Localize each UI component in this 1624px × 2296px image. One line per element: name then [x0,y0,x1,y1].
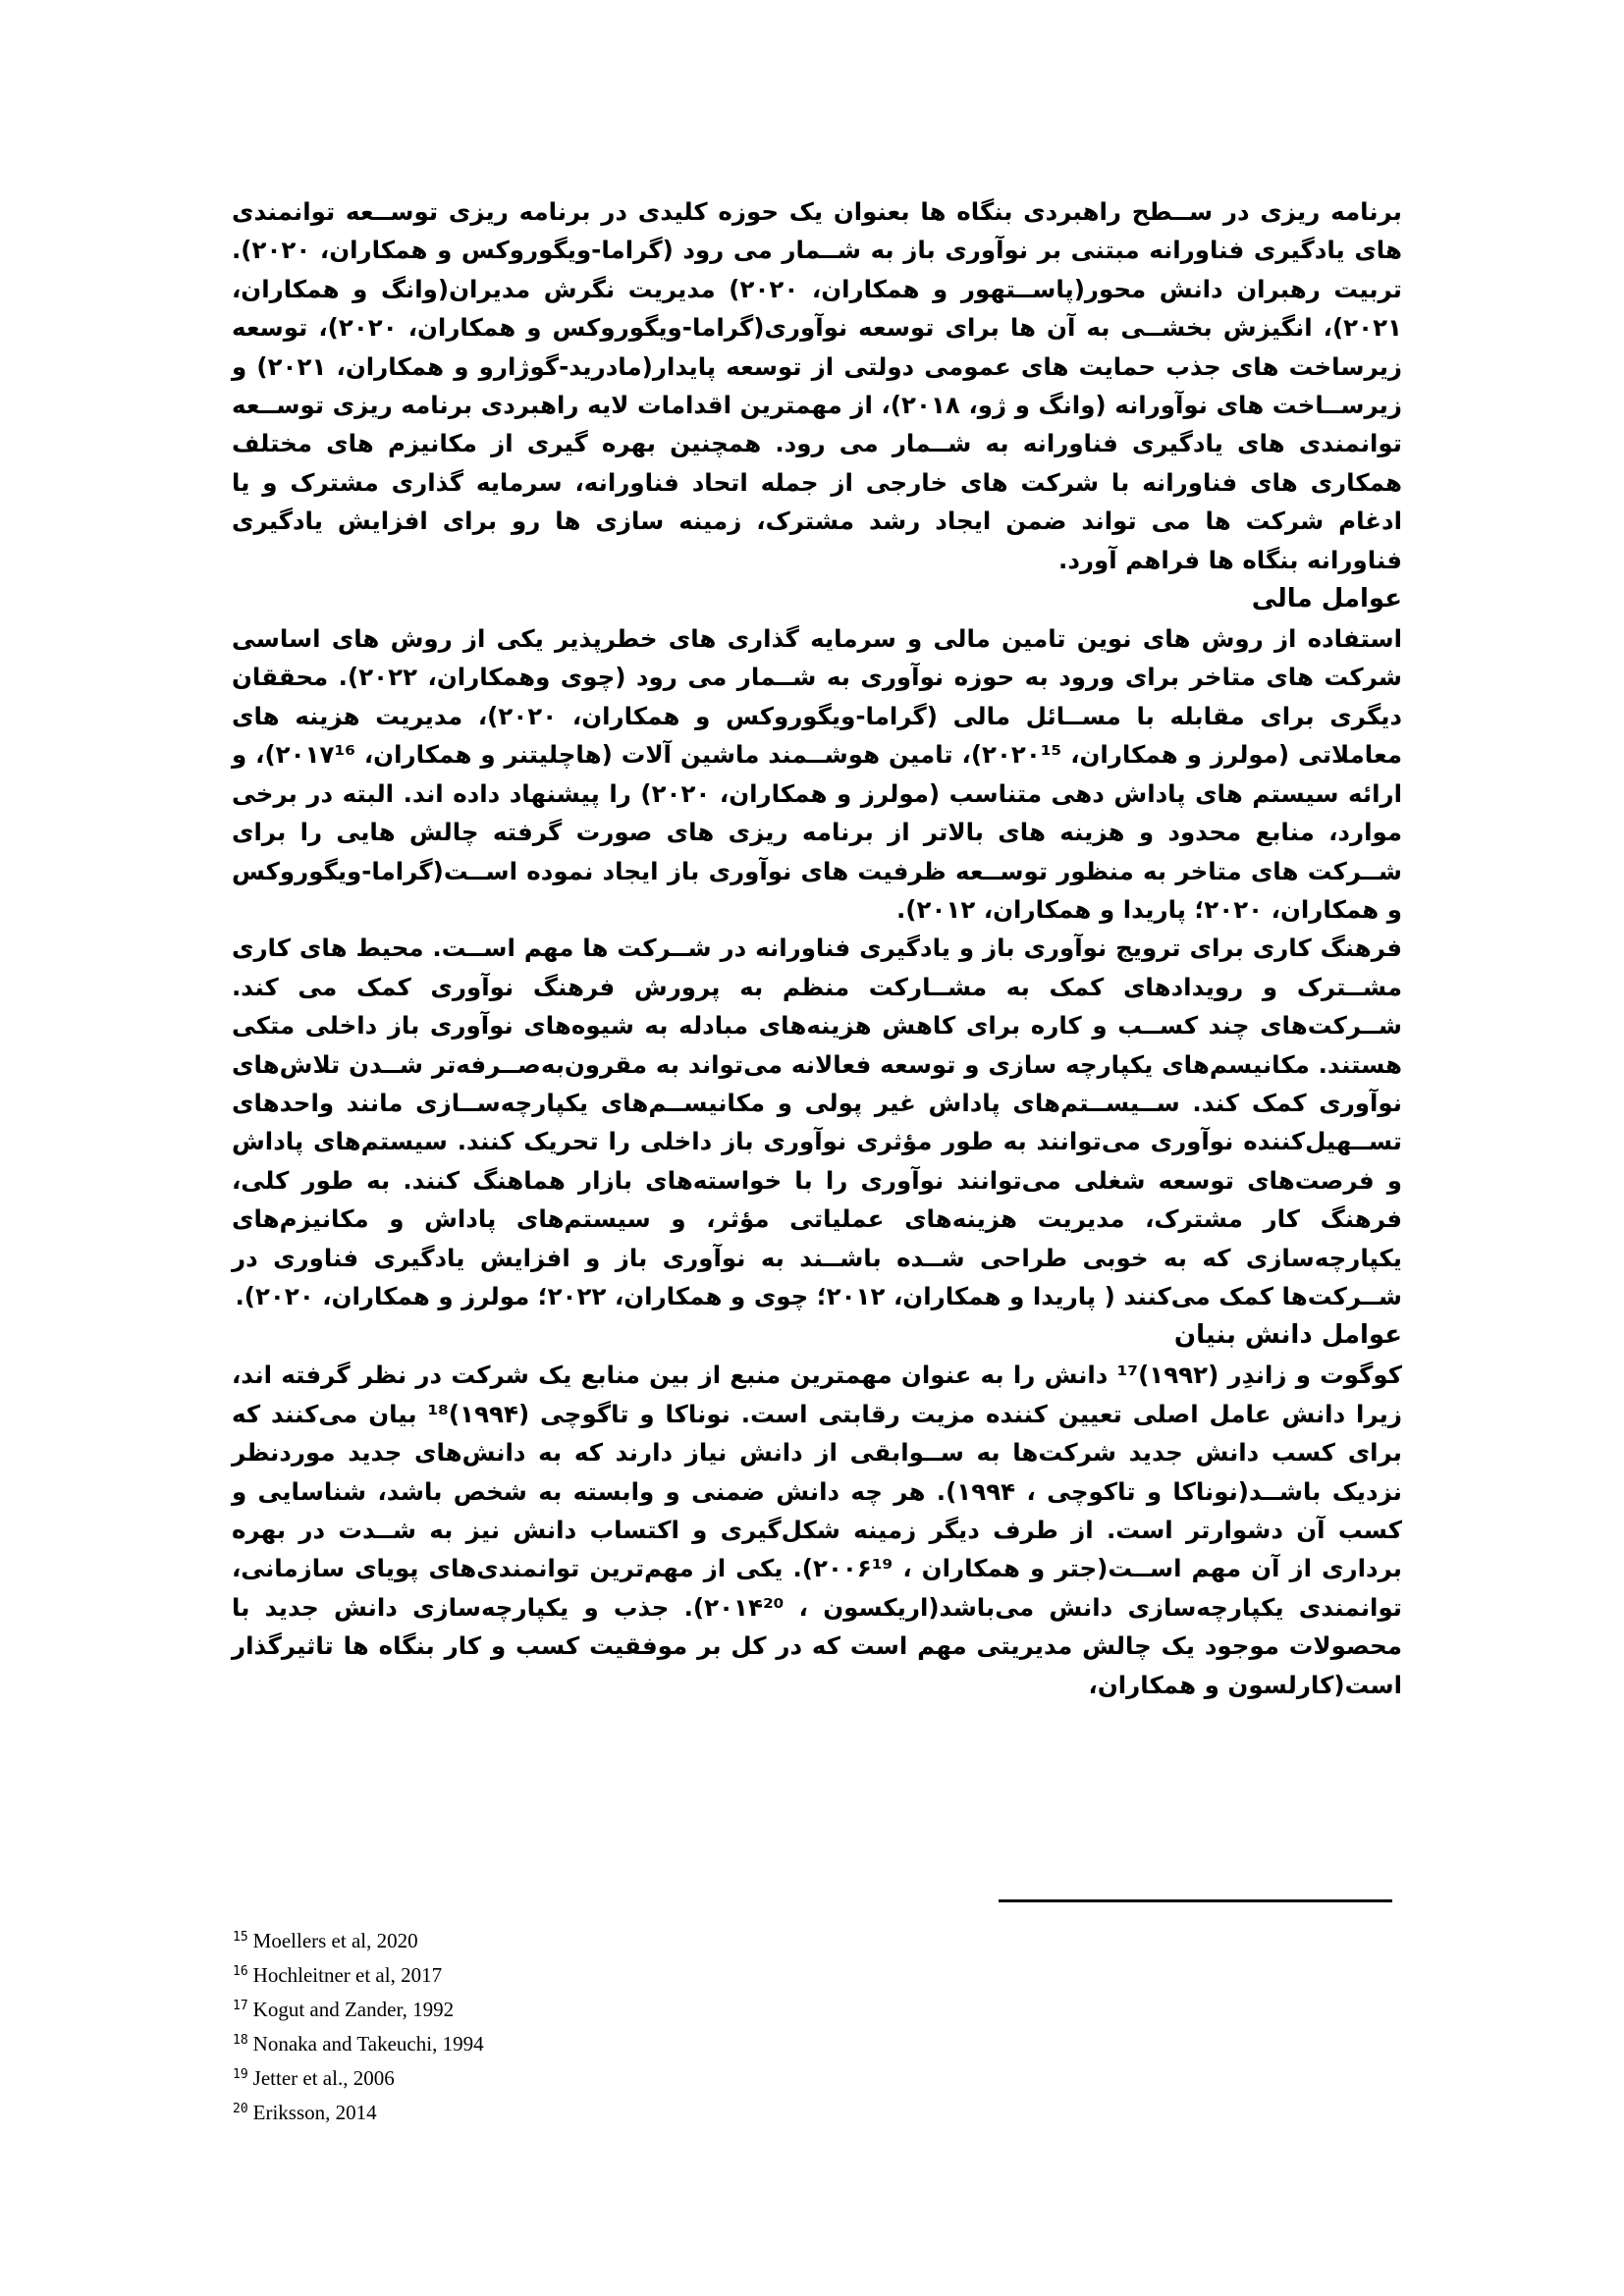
footnotes [233,1922,484,2128]
footnote-text: Jetter et al., 2006 [252,2066,395,2090]
footnote-item [233,2094,484,2128]
footnote-number: 17 [233,1999,248,2013]
footnote-number: 15 [233,1930,248,1945]
paragraph-strategic-planning: برنامه ریزی در ســطح راهبردی بنگاه ها بعنوان یک حوزه کلیدی در برنامه ریزی توســعه توانمندی های یادگیری فناورانه مبتنی بر نوآوری باز به شــمار می رود (گراما-ویگوروکس و همکاران، ۲۰۲۰). تربیت رهبران دانش محور(پاســتهور و همکاران، ۲۰۲۰) مدیریت نگرش مدیران(وانگ و همکاران، ۲۰۲۱)، انگیزش بخشــی به آن ها برای توسعه نوآوری(گراما-ویگوروکس و همکاران، ۲۰۲۰)، توسعه زیرساخت های جذب حمایت های عمومی دولتی از توسعه پایدار(مادرید-گوژارو و همکاران، ۲۰۲۱) و زیرســاخت های نوآورانه (وانگ و ژو، ۲۰۱۸)، از مهمترین اقدامات لایه راهبردی برنامه ریزی توســعه توانمندی های یادگیری فناورانه به شــمار می رود. همچنین بهره گیری از مکانیزم های مختلف همکاری های فناورانه با شرکت های خارجی از جمله اتحاد فناورانه، سرمایه گذاری مشترک و یا ادغام شرکت ها می تواند ضمن ایجاد رشد مشترک، زمینه سازی ها رو برای افزایش یادگیری فناورانه بنگاه ها فراهم آورد. [232,197,1402,574]
footnote-item [233,1956,484,1991]
section-heading-financial-factors: عوامل مالی [1251,584,1402,614]
paragraph-financing-methods: استفاده از روش های نوین تامین مالی و سرمایه گذاری های خطرپذیر یکی از روش های اساسی شرکت های متاخر برای ورود به حوزه نوآوری به شــمار می رود (چوی وهمکاران، ۲۰۲۲). محققان دیگری برای مقابله با مســائل مالی (گراما-ویگوروکس و همکاران، ۲۰۲۰)، مدیریت هزینه های معاملاتی (مولرز و همکاران، ۲۰۲۰¹⁵)، تامین هوشــمند ماشین آلات (هاچلیتنر و همکاران، ۲۰۱۷¹⁶)، و ارائه سیستم های پاداش دهی متناسب (مولرز و همکاران، ۲۰۲۰) را پیشنهاد داده اند. البته در برخی موارد، منابع محدود و هزینه های بالاتر از برنامه ریزی های صورت گرفته چالش هایی را برای شــرکت های متاخر به منظور توســعه ظرفیت های نوآوری باز ایجاد نموده اســت(گراما-ویگوروکس و همکاران، ۲۰۲۰؛ پاریدا و همکاران، ۲۰۱۲). [232,624,1402,924]
footnote-text: Hochleitner et al, 2017 [252,1963,443,1987]
footnote-separator [999,1899,1392,1902]
paragraph-work-culture: فرهنگ کاری برای ترویج نوآوری باز و یادگیری فناورانه در شــرکت ها مهم اســت. محیط های کاری مشــترک و رویدادهای کمک به مشــارکت منظم به پرورش فرهنگ نوآوری کمک می کند. شــرکت‌های چند کســب و کاره برای کاهش هزینه‌های مبادله به شیوه‌های نوآوری باز داخلی متکی هستند. مکانیسم‌های یکپارچه سازی و توسعه فعالانه می‌تواند به مقرون‌به‌صــرفه‌تر شــدن تلاش‌های نوآوری کمک کند. ســیســتم‌های پاداش غیر پولی و مکانیســم‌های یکپارچه‌ســازی مانند واحدهای تســهیل‌کننده نوآوری می‌توانند به طور مؤثری نوآوری باز داخلی را تحریک کنند. سیستم‌های پاداش و فرصت‌های توسعه شغلی می‌توانند نوآوری را با خواسته‌های بازار هماهنگ کنند. به طور کلی، فرهنگ کار مشترک، مدیریت هزینه‌های عملیاتی مؤثر، و سیستم‌های پاداش و مکانیزم‌های یکپارچه‌سازی که به خوبی طراحی شــده باشــند به نوآوری باز و افزایش یادگیری فناوری در شــرکت‌ها کمک می‌کنند ( پاریدا و همکاران، ۲۰۱۲؛ چوی و همکاران، ۲۰۲۲؛ مولرز و همکاران، ۲۰۲۰). [232,934,1402,1310]
footnote-text: Moellers et al, 2020 [252,1929,418,1952]
footnote-text: Eriksson, 2014 [252,2101,377,2124]
section-heading-knowledge-based-factors: عوامل دانش بنیان [1173,1320,1402,1351]
footnote-item [233,2059,484,2094]
footnote-item [233,2025,484,2059]
footnote-number: 16 [233,1964,248,1979]
paragraph-knowledge-resources: کوگوت و زاندِر (۱۹۹۲)¹⁷ دانش را به عنوان مهمترین منبع از بین منابع یک شرکت در نظر گرفته اند، زیرا دانش عامل اصلی تعیین کننده مزیت رقابتی است. نوناکا و تاگوچی (۱۹۹۴)¹⁸ بیان می‌کنند که برای کسب دانش جدید شرکت‌ها به ســوابقی از دانش نیاز دارند که به دانش‌های جدید موردنظر نزدیک باشــد(نوناکا و تاکوچی ، ۱۹۹۴). هر چه دانش ضمنی و وابسته به شخص باشد، شناسایی و کسب آن دشوارتر است. از طرف دیگر زمینه شکل‌گیری و اکتساب دانش نیز به شــدت در بهره برداری از آن مهم اســت(جتر و همکاران ، ۲۰۰۶¹⁹). یکی از مهم‌ترین توانمندی‌های پویای سازمانی، توانمندی یکپارچه‌سازی دانش می‌باشد(اریکسون ، ۲۰۱۴²⁰). جذب و یکپارچه‌سازی دانش جدید با محصولات موجود یک چالش مدیریتی مهم است که در کل بر موفقیت کسب و کار بنگاه ها تاثیرگذار است(کارلسون و همکاران، [232,1361,1403,1699]
footnote-number: 18 [233,2033,248,2048]
footnote-number: 19 [233,2067,248,2082]
body-text [232,192,1402,1704]
footnote-text: Kogut and Zander, 1992 [252,1998,455,2021]
footnote-item [233,1991,484,2025]
footnote-number: 20 [233,2102,248,2116]
footnote-item [233,1922,484,1956]
footnote-text: Nonaka and Takeuchi, 1994 [252,2032,484,2056]
